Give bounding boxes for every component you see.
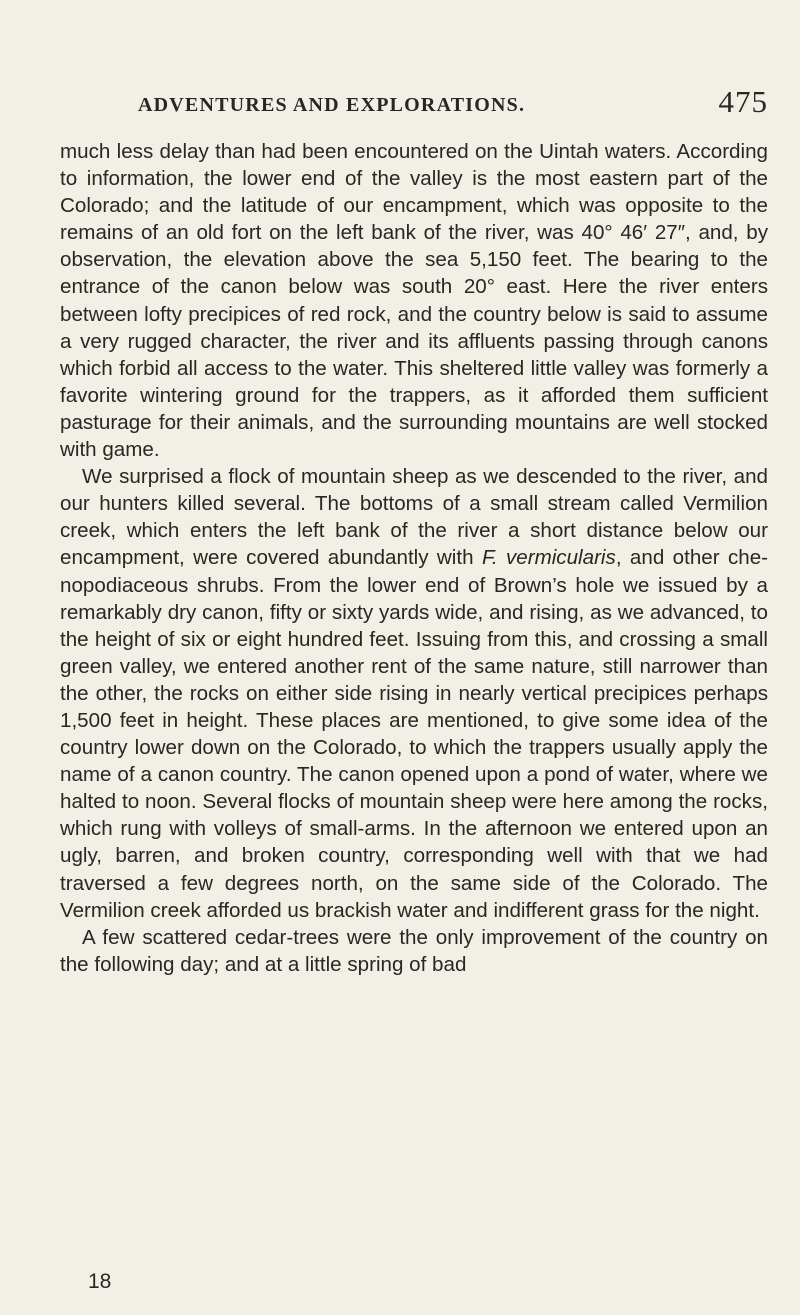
paragraph-3-text: A few scattered cedar-trees were the only improvement of the country on the following day; and at a little spring of bad (60, 925, 768, 976)
species-name: F. vermicularis (481, 546, 616, 570)
paragraph-1-text: much less delay than had been encountered on the Uintah waters. According to information, the lower end of the valley is the most eastern part of the Colorado; and the latitude of our encampment, which was opposite to the remains of an old fort on the left bank of the river, was 40° 46′ 27″, and, by observation, the elevation above the sea 5,150 feet. The bearing to the entrance of the canon below was south 20° east. Here the river enters between lofty precipices of red rock, and the country below is said to assume a very rugged character, the river and its affluents passing through canons which forbid all access to the water. This sheltered little valley was formerly a favorite wintering ground for the trappers, as it afforded them sufficient pasturage for their animals, and the surrounding mountains are well stocked with game. (60, 140, 768, 462)
paragraph-2 (60, 463, 768, 924)
page-number: 475 (718, 84, 768, 119)
signature-mark: 18 (88, 1270, 112, 1293)
running-head (138, 84, 768, 124)
paragraph-2-text-end: , and other chenopodiaceous shrubs. From the lower end of Brown’s hole we issued by a remarkably dry canon, fifty or sixty yards wide, and rising, as we advanced, to the height of six or eight hundred feet. Issuing from this, and crossing a small green valley, we entered another rent of the same nature, still narrower than the other, the rocks on either side rising in nearly vertical precipices perhaps 1,500 feet in height. These places are mentioned, to give some idea of the country lower down on the Colorado, to which the trappers usually apply the name of a canon country. The canon opened upon a pond of water, where we halted to noon. Several flocks of mountain sheep were here among the rocks, which rung with volleys of small-arms. In the afternoon we entered upon an ugly, barren, and broken country, corresponding well with that we had traversed a few degrees north, on the same side of the Colorado. The Vermilion creek afforded us brackish water and indifferent grass for the night. (60, 546, 769, 922)
paragraph-2-text-start: We surprised a flock of mountain sheep as we descended to the river, and our hunters killed several. The bottoms of a small stream called Vermilion creek, which enters the left bank of the river a short distance below our encampment, were covered abundantly with (60, 465, 768, 570)
paragraph-3 (60, 924, 768, 978)
paragraph-1 (60, 138, 768, 463)
body-text (60, 138, 768, 978)
running-title: ADVENTURES AND EXPLORATIONS. (138, 94, 526, 116)
